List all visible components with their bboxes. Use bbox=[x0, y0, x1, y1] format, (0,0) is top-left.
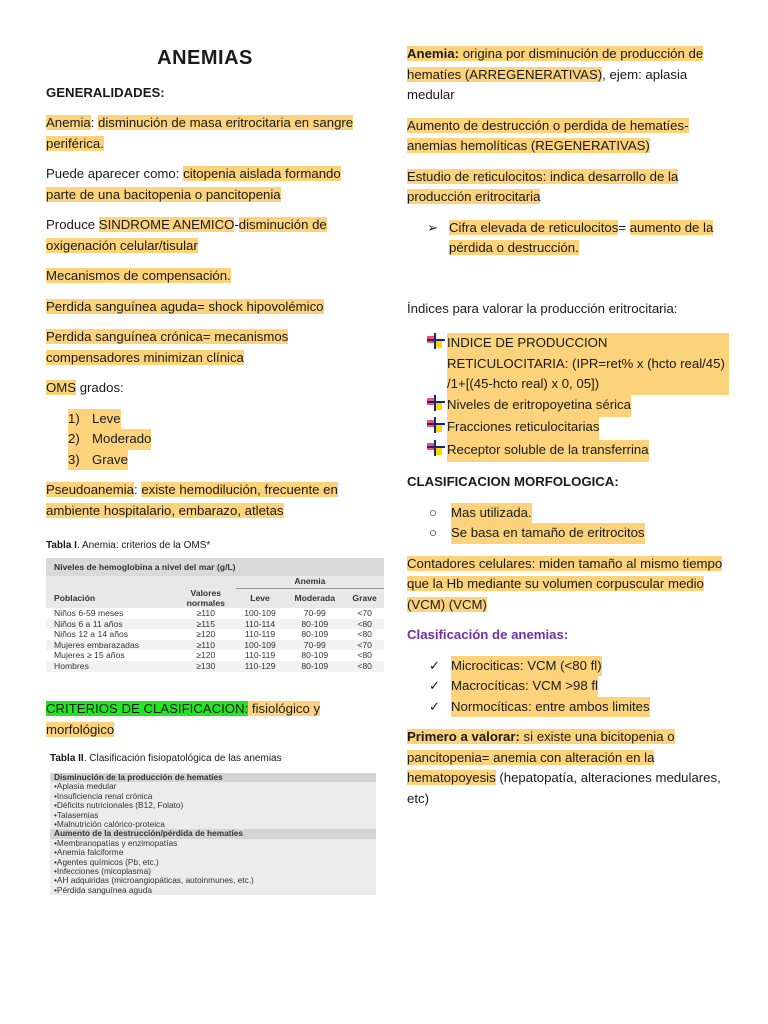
table-row: Mujeres ≥ 15 años ≥120 110-119 80-109 <80 bbox=[54, 650, 372, 661]
check-icon: ✓ bbox=[429, 678, 441, 693]
column-header: Población bbox=[46, 588, 176, 608]
table2-section-header: Disminución de la producción de hematíes bbox=[50, 773, 376, 782]
clasificacion-morfologica-heading: CLASIFICACION MORFOLOGICA: bbox=[407, 474, 619, 489]
list-item: •Aplasia medular bbox=[54, 781, 117, 792]
list-item: •Talasemias bbox=[54, 809, 99, 820]
table-row: Niños 6 a 11 años ≥115 110-114 80-109 <80 bbox=[46, 619, 384, 630]
list-item: •Membranopatías y enzimopatías bbox=[54, 837, 178, 848]
list-item: Niveles de eritropoyetina sérica bbox=[425, 395, 729, 418]
puede-aparecer: Puede aparecer como: citopenia aislada formando parte de una bacitopenia o pancitopenia bbox=[46, 166, 341, 202]
column-header: Leve bbox=[236, 588, 285, 608]
contadores-celulares: Contadores celulares: miden tamaño al mismo tiempo que la Hb mediante su volumen corpuscular medio (VCM) (VCM) bbox=[407, 555, 723, 612]
arrow-bullet-icon: ➢ bbox=[427, 219, 439, 235]
right-column bbox=[407, 44, 729, 819]
circle-bullet-icon: ○ bbox=[429, 504, 437, 520]
list-item: 3) Grave bbox=[68, 450, 364, 471]
anemia-definition-text: disminución de masa eritrocitaria en sangre periférica. bbox=[46, 115, 354, 151]
perdida-cronica: Perdida sanguínea crónica= mecanismos compensadores minimizan clínica bbox=[46, 329, 289, 365]
table-row: Hombres ≥130 110-129 80-109 <80 bbox=[46, 661, 384, 672]
list-item: •Anemia falciforme bbox=[54, 847, 124, 858]
clasificacion-anemias-heading: Clasificación de anemias: bbox=[407, 627, 569, 642]
primero-valorar: Primero a valorar: si existe una bicitopenia o pancitopenia= anemia con alteración en la hematopoyesis (hepatopatía, alteraciones medulares, etc) bbox=[407, 729, 721, 806]
table1-caption: Tabla I. Anemia: criterios de la OMS* bbox=[46, 540, 211, 551]
pseudoanemia: Pseudoanemia: existe hemodilución, frecuente en ambiente hospitalario, embarazo, atletas bbox=[46, 482, 338, 518]
list-item: 2) Moderado bbox=[68, 429, 364, 450]
check-icon: ✓ bbox=[429, 698, 441, 714]
page-title: ANEMIAS bbox=[157, 47, 253, 69]
produce-sindrome: Produce SINDROME ANEMICO-disminución de oxigenación celular/tisular bbox=[46, 217, 327, 253]
table2-caption: Tabla II. Clasificación fisiopatológica de las anemias bbox=[50, 753, 282, 764]
list-item: INDICE DE PRODUCCION RETICULOCITARIA: (IPR=ret% x (hcto real/45) /1+[(45-hcto real) x 0, 05]) bbox=[425, 333, 729, 395]
list-item: ○ Se basa en tamaño de eritrocitos bbox=[429, 523, 729, 544]
anemia-origin: Anemia: origina por disminución de producción de hematíes (ARREGENERATIVAS), ejem: aplasia medular bbox=[407, 46, 704, 102]
list-item: Fracciones reticulocitarias bbox=[425, 417, 729, 440]
list-item: •Pérdida sanguínea aguda bbox=[54, 884, 152, 895]
table1-header-band: Niveles de hemoglobina a nivel del mar (g/L) bbox=[46, 558, 384, 576]
circle-bullet-icon: ○ bbox=[429, 525, 437, 540]
list-item: •AH adquiridas (microangiopáticas, autoinmunes, etc.) bbox=[54, 875, 254, 886]
aumento-destruccion: Aumento de destrucción o perdida de hematíes-anemias hemolíticas (REGENERATIVAS) bbox=[407, 117, 689, 153]
section-heading-generalidades: GENERALIDADES: bbox=[46, 84, 165, 100]
table-row: Mujeres embarazadas ≥110 100-109 70-99 <70 bbox=[46, 640, 384, 651]
oms-grados: OMS grados: bbox=[46, 380, 124, 395]
cross-bullet-icon bbox=[425, 440, 447, 463]
list-item: ✓ Macrocíticas: VCM >98 fl bbox=[429, 676, 729, 697]
cross-bullet-icon bbox=[425, 395, 447, 418]
mecanismos: Mecanismos de compensación. bbox=[46, 268, 231, 283]
column-header: Grave bbox=[345, 588, 384, 608]
left-column bbox=[46, 44, 364, 531]
list-item: •Infecciones (micoplasma) bbox=[54, 866, 151, 877]
perdida-aguda: Perdida sanguínea aguda= shock hipovolémico bbox=[46, 298, 324, 314]
estudio-reticulocitos: Estudio de reticulocitos: indica desarrollo de la producción eritrocitaria bbox=[407, 168, 679, 204]
anemia-column-group: Anemia bbox=[236, 576, 384, 588]
indices-intro: Índices para valorar la producción eritrocitaria: bbox=[407, 300, 678, 316]
list-item: Receptor soluble de la transferrina bbox=[425, 440, 729, 463]
table2-section-header: Aumento de la destrucción/pérdida de hematíes bbox=[50, 829, 376, 838]
term-anemia: Anemia bbox=[46, 115, 91, 130]
list-item: 1) Leve bbox=[68, 409, 364, 430]
list-item: ✓ Normocíticas: entre ambos limites bbox=[429, 697, 729, 718]
grados-list bbox=[68, 409, 364, 471]
cross-bullet-icon bbox=[425, 333, 447, 395]
physiopathologic-table bbox=[50, 773, 376, 895]
list-item: •Malnutrición calórico-proteica bbox=[54, 819, 165, 830]
table-row: Niños 12 a 14 años ≥120 110-119 80-109 <80 bbox=[54, 629, 372, 640]
list-item: ○ Mas utilizada. bbox=[429, 503, 729, 524]
column-header: Valores normales bbox=[176, 588, 236, 608]
oms-criteria-table bbox=[46, 558, 384, 672]
check-icon: ✓ bbox=[429, 657, 441, 673]
morf-list bbox=[407, 503, 729, 544]
table-row: Niños 6-59 meses ≥110 100-109 70-99 <70 bbox=[54, 608, 372, 618]
list-item: ✓ Microciticas: VCM (<80 fl) bbox=[429, 656, 729, 677]
list-item: •Agentes químicos (Pb, etc.) bbox=[54, 856, 159, 867]
cross-bullet-icon bbox=[425, 417, 447, 440]
anemia-definition: Anemia: disminución de masa eritrocitaria en sangre periférica. bbox=[46, 115, 354, 151]
tipos-list bbox=[407, 656, 729, 718]
cifra-elevada: ➢ Cifra elevada de reticulocitos= aumento de la pérdida o destrucción. bbox=[427, 218, 729, 259]
list-item: •Insuficiencia renal crónica bbox=[54, 790, 153, 801]
list-item: •Déficits nutricionales (B12, Folato) bbox=[54, 800, 184, 811]
indices-list bbox=[407, 333, 729, 462]
column-header: Moderada bbox=[284, 588, 345, 608]
criterios-clasificacion: CRITERIOS DE CLASIFICACION: fisiológico y morfológico bbox=[46, 701, 321, 737]
